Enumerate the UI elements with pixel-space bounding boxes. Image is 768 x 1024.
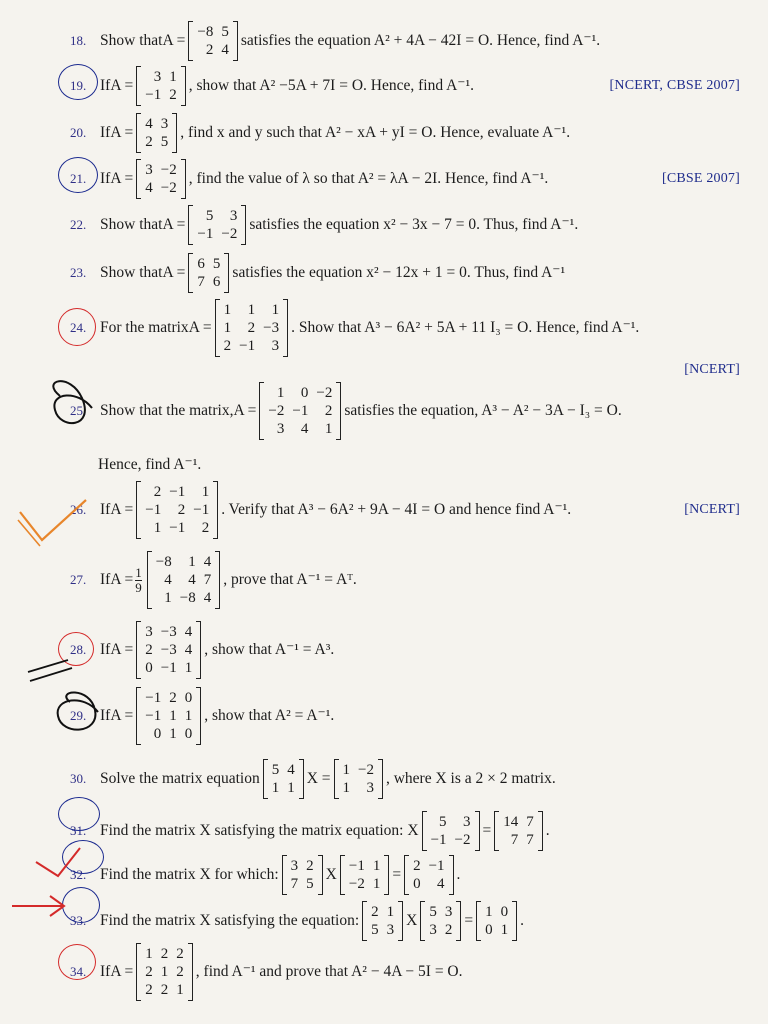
question-prefix: If: [100, 707, 111, 724]
matrix-cell: −1: [160, 660, 177, 676]
question-number: 27.: [70, 572, 87, 587]
matrix-cell: −2: [316, 385, 333, 401]
matrix-cell: −2: [221, 226, 238, 242]
matrix-cell: 3: [153, 69, 162, 85]
question-number: 29.: [70, 708, 87, 723]
matrix-cell: 7: [197, 274, 205, 290]
question-text-3: .: [456, 866, 461, 883]
matrix-cell: 4: [221, 42, 229, 58]
matrix-cell: 2: [247, 320, 256, 336]
matrix-cell: 6: [212, 274, 221, 290]
question-text-3: .: [520, 912, 524, 929]
matrix-cell: 1: [271, 780, 280, 796]
matrix-cell: −1: [197, 226, 214, 242]
matrix-cell: −2: [160, 162, 177, 178]
matrix-cell: 1: [201, 484, 210, 500]
question-prefix: Find the matrix X satisfying the equation:: [100, 912, 360, 929]
matrix-cell: 3: [463, 814, 471, 830]
matrix-cell: 1: [169, 726, 177, 742]
matrix-cell: 2: [160, 946, 169, 962]
matrix-cell: −1: [430, 832, 447, 848]
question-number: 21.: [70, 171, 87, 186]
matrix-cell: 3: [229, 208, 238, 224]
matrix-lhs: A =: [110, 170, 134, 187]
question-text: , show that A² −5A + 7I = O. Hence, find A⁻¹.: [188, 77, 474, 94]
matrix-cell: 3: [386, 922, 395, 938]
matrix-cell: 4: [184, 642, 193, 658]
matrix-lhs: A =: [162, 216, 186, 233]
matrix-lhs: A =: [110, 124, 134, 141]
matrix-cell: 2: [145, 642, 153, 658]
question-prefix: Find the matrix X satisfying the matrix equation: X: [100, 822, 419, 839]
question-number: 25.: [70, 403, 87, 418]
question-text: , show that A² = A⁻¹.: [204, 707, 335, 724]
matrix-cell: 4: [203, 554, 212, 570]
matrix-cell: 1: [386, 904, 395, 920]
question-text: satisfies the equation x² − 3x − 7 = 0. Thus, find A⁻¹.: [249, 216, 579, 233]
question-number: 19.: [70, 78, 87, 93]
matrix-cell: −8: [179, 590, 196, 606]
matrix-cell: 1: [287, 780, 295, 796]
matrix-cell: 1: [164, 590, 172, 606]
source-tag: [CBSE 2007]: [661, 171, 740, 186]
fraction-numerator: 1: [135, 564, 142, 580]
matrix-cell: 1: [169, 708, 177, 724]
matrix-lhs: A =: [110, 571, 134, 588]
matrix-cell: 1: [372, 858, 381, 874]
matrix-cell: 2: [176, 964, 184, 980]
matrix-cell: 14: [503, 814, 519, 830]
question-text: satisfies the equation x² − 12x + 1 = 0. Thus, find A⁻¹: [232, 264, 566, 281]
question-text-2: .: [545, 822, 550, 839]
matrix-cell: 4: [203, 590, 212, 606]
matrix-cell: 1: [276, 385, 285, 401]
matrix-cell: 0: [153, 726, 162, 742]
question-prefix: Show that the matrix,: [100, 402, 234, 419]
question-prefix: For the matrix: [100, 319, 189, 336]
matrix-cell: 0: [413, 876, 421, 892]
matrix-cell: 1: [145, 946, 153, 962]
matrix-cell: 6: [197, 256, 205, 272]
matrix-cell: −1: [145, 87, 162, 103]
question-prefix: If: [100, 77, 111, 94]
matrix-cell: 2: [371, 904, 379, 920]
question-number: 20.: [70, 125, 87, 140]
matrix-cell: 3: [444, 904, 453, 920]
question-text: X: [325, 866, 337, 883]
matrix-cell: 4: [188, 572, 196, 588]
matrix-cell: −2: [160, 180, 177, 196]
matrix-lhs: A =: [110, 963, 134, 980]
matrix-cell: 4: [145, 180, 153, 196]
question-text: =: [482, 822, 492, 839]
question-text: , find A⁻¹ and prove that A² − 4A − 5I = O.: [195, 963, 463, 980]
matrix-cell: 4: [184, 624, 193, 640]
question-text: . Show that A³ − 6A² + 5A + 11 I₃ = O. Hence, find A⁻¹.: [291, 319, 640, 336]
question-text: X: [406, 912, 418, 929]
question-text: , prove that A⁻¹ = Aᵀ.: [223, 571, 357, 588]
matrix-cell: 3: [271, 338, 280, 354]
matrix-cell: 1: [342, 762, 351, 778]
matrix-lhs: A =: [233, 402, 257, 419]
matrix-lhs: A =: [110, 501, 134, 518]
matrix-cell: 0: [184, 690, 193, 706]
question-number: 31.: [70, 823, 87, 838]
matrix-cell: 2: [160, 982, 169, 998]
checkmark-q32: [36, 848, 80, 876]
question-text: satisfies the equation, A³ − A² − 3A − I₃ = O.: [344, 402, 622, 419]
question-text-2: , where X is a 2 × 2 matrix.: [385, 770, 556, 787]
question-prefix: Show that: [100, 216, 163, 233]
matrix-cell: −1: [145, 708, 162, 724]
matrix-cell: 0: [485, 922, 493, 938]
question-text: , show that A⁻¹ = A³.: [204, 641, 335, 658]
matrix-cell: 1: [324, 421, 333, 437]
matrix-cell: 1: [184, 660, 193, 676]
matrix-cell: −1: [145, 690, 162, 706]
question-prefix: If: [100, 170, 111, 187]
question-number: 26.: [70, 502, 87, 517]
question-number: 18.: [70, 33, 87, 48]
matrix-cell: 7: [510, 832, 519, 848]
matrix-cell: −2: [454, 832, 471, 848]
scribble-q25: [53, 381, 92, 423]
question-text-2: =: [392, 866, 402, 883]
matrix-cell: 1: [153, 520, 162, 536]
matrix-cell: 1: [247, 302, 256, 318]
matrix-cell: 5: [306, 876, 314, 892]
question-number: 22.: [70, 217, 87, 232]
matrix-cell: 7: [526, 814, 534, 830]
question-number: 33.: [70, 913, 87, 928]
matrix-lhs: A =: [162, 32, 186, 49]
matrix-cell: 4: [437, 876, 445, 892]
matrix-cell: 2: [169, 690, 177, 706]
question-25-hence: Hence, find A⁻¹.: [98, 456, 202, 473]
matrix-cell: 5: [439, 814, 447, 830]
matrix-cell: 1: [271, 302, 280, 318]
matrix-cell: −1: [239, 338, 256, 354]
matrix-cell: 5: [371, 922, 379, 938]
matrix-cell: −2: [268, 403, 285, 419]
matrix-cell: −3: [160, 642, 177, 658]
matrix-cell: 2: [201, 520, 210, 536]
matrix-cell: 2: [177, 502, 186, 518]
matrix-cell: −8: [197, 24, 214, 40]
matrix-cell: 3: [145, 162, 153, 178]
matrix-cell: 1: [500, 922, 509, 938]
question-number: 24.: [70, 320, 87, 335]
matrix-cell: −2: [348, 876, 365, 892]
matrix-cell: −2: [358, 762, 374, 778]
matrix-cell: 5: [271, 762, 280, 778]
matrix-cell: −3: [263, 320, 280, 336]
matrix-cell: 1: [223, 302, 232, 318]
matrix-cell: 2: [176, 946, 184, 962]
question-text: satisfies the equation A² + 4A − 42I = O. Hence, find A⁻¹.: [240, 32, 601, 49]
question-prefix: Solve the matrix equation: [100, 770, 260, 787]
matrix-cell: 1: [485, 904, 493, 920]
scribble-q29: [58, 692, 98, 729]
matrix-cell: −1: [169, 484, 186, 500]
question-number: 32.: [70, 867, 87, 882]
matrix-cell: −1: [428, 858, 445, 874]
matrix-cell: 3: [290, 858, 299, 874]
question-prefix: If: [100, 571, 111, 588]
matrix-cell: 5: [160, 134, 169, 150]
matrix-lhs: A =: [110, 641, 134, 658]
source-tag: [NCERT]: [684, 502, 740, 517]
matrix-cell: 4: [145, 116, 153, 132]
matrix-cell: 2: [145, 982, 153, 998]
matrix-cell: 5: [429, 904, 437, 920]
matrix-cell: 1: [176, 982, 184, 998]
matrix-cell: 1: [160, 964, 169, 980]
question-number: 30.: [70, 771, 87, 786]
matrix-cell: 2: [153, 484, 162, 500]
matrix-cell: 3: [160, 116, 169, 132]
matrix-lhs: A =: [110, 707, 134, 724]
question-prefix: If: [100, 963, 111, 980]
question-text-2: =: [464, 912, 474, 929]
matrix-cell: −1: [193, 502, 210, 518]
question-text: , find x and y such that A² − xA + yI = O. Hence, evaluate A⁻¹.: [180, 124, 571, 141]
matrix-lhs: A =: [188, 319, 212, 336]
matrix-cell: 2: [145, 134, 153, 150]
source-tag: [NCERT, CBSE 2007]: [609, 78, 740, 93]
matrix-cell: 1: [169, 69, 177, 85]
matrix-cell: 0: [300, 385, 309, 401]
matrix-cell: 3: [429, 922, 437, 938]
matrix-cell: 4: [164, 572, 172, 588]
matrix-cell: 1: [184, 708, 193, 724]
matrix-cell: 5: [221, 24, 229, 40]
question-text: . Verify that A³ − 6A² + 9A − 4I = O and hence find A⁻¹.: [221, 501, 572, 518]
matrix-cell: 7: [203, 572, 212, 588]
matrix-cell: −1: [348, 858, 365, 874]
matrix-cell: 0: [184, 726, 193, 742]
matrix-cell: 3: [276, 421, 285, 437]
question-prefix: If: [100, 124, 111, 141]
matrix-cell: 7: [290, 876, 299, 892]
matrix-cell: 5: [205, 208, 214, 224]
matrix-cell: −1: [169, 520, 186, 536]
matrix-cell: 3: [145, 624, 153, 640]
matrix-cell: 2: [169, 87, 177, 103]
matrix-cell: 2: [205, 42, 214, 58]
question-prefix: Show that: [100, 264, 163, 281]
question-number: 28.: [70, 642, 87, 657]
matrix-cell: 3: [366, 780, 374, 796]
matrix-cell: 0: [500, 904, 509, 920]
source-tag: [NCERT]: [684, 362, 740, 377]
matrix-cell: 0: [145, 660, 153, 676]
matrix-cell: 2: [145, 964, 153, 980]
matrix-cell: −1: [145, 502, 162, 518]
matrix-cell: 7: [526, 832, 534, 848]
question-text: , find the value of λ so that A² = λA − 2I. Hence, find A⁻¹.: [188, 170, 549, 187]
matrix-cell: 2: [306, 858, 314, 874]
matrix-lhs: A =: [162, 264, 186, 281]
matrix-cell: 1: [342, 780, 351, 796]
matrix-cell: 2: [223, 338, 232, 354]
matrix-cell: 1: [188, 554, 196, 570]
matrix-cell: −3: [160, 624, 177, 640]
question-prefix: If: [100, 501, 111, 518]
matrix-cell: 4: [287, 762, 295, 778]
matrix-cell: 1: [372, 876, 381, 892]
matrix-cell: 2: [324, 403, 333, 419]
matrix-cell: −1: [292, 403, 309, 419]
matrix-cell: 2: [413, 858, 421, 874]
matrix-lhs: A =: [110, 77, 134, 94]
matrix-cell: 4: [300, 421, 309, 437]
matrix-cell: 2: [444, 922, 453, 938]
matrix-cell: 5: [212, 256, 221, 272]
fraction-denominator: 9: [135, 579, 142, 595]
matrix-cell: −8: [155, 554, 172, 570]
question-number: 34.: [70, 964, 87, 979]
question-prefix: Find the matrix X for which:: [100, 866, 279, 883]
question-prefix: If: [100, 641, 111, 658]
question-prefix: Show that: [100, 32, 163, 49]
question-text: X =: [306, 770, 331, 787]
question-number: 23.: [70, 265, 87, 280]
matrix-cell: 1: [223, 320, 232, 336]
